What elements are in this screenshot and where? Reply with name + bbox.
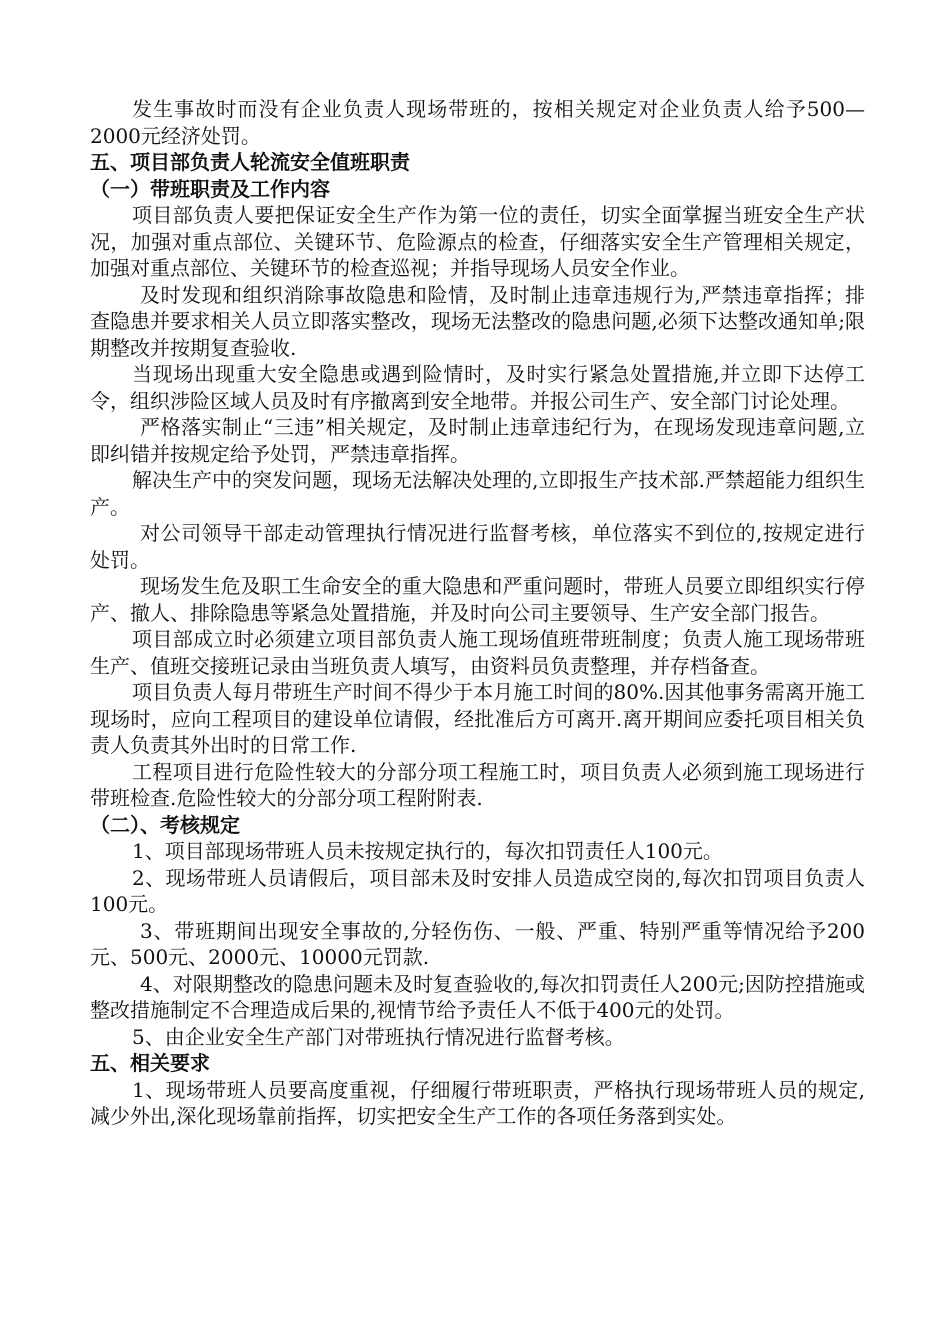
duty-paragraph-5: 解决生产中的突发问题，现场无法解决处理的,立即报生产技术部.严禁超能力组织生产。 xyxy=(90,468,865,519)
duty-paragraph-7: 现场发生危及职工生命安全的重大隐患和严重问题时，带班人员要立即组织实行停产、撤人、排除隐患等紧急处置措施，并及时向公司主要领导、生产安全部门报告。 xyxy=(90,574,865,625)
rule-item-4: 4、对限期整改的隐患问题未及时复查验收的,每次扣罚责任人200元;因防控措施或整改措施制定不合理造成后果的,视情节给予责任人不低于400元的处罚。 xyxy=(90,971,865,1022)
requirement-item-1: 1、现场带班人员要高度重视，仔细履行带班职责，严格执行现场带班人员的规定,减少外出,深化现场靠前指挥，切实把安全生产工作的各项任务落到实处。 xyxy=(90,1077,865,1128)
duty-paragraph-2: 及时发现和组织消除事故隐患和险情，及时制止违章违规行为,严禁违章指挥；排查隐患并要求相关人员立即落实整改，现场无法整改的隐患问题,必须下达整改通知单;限期整改并按期复查验收. xyxy=(90,282,865,360)
rule-item-3: 3、带班期间出现安全事故的,分轻伤伤、一般、严重、特别严重等情况给予200元、500元、2000元、10000元罚款. xyxy=(90,918,865,969)
section-heading-requirements: 五、相关要求 xyxy=(90,1051,210,1075)
duty-paragraph-3: 当现场出现重大安全隐患或遇到险情时，及时实行紧急处置措施,并立即下达停工令，组织涉险区域人员及时有序撤离到安全地带。并报公司生产、安全部门讨论处理。 xyxy=(90,362,865,413)
subsection-heading-assessment: （二）、考核规定 xyxy=(90,812,240,837)
duty-paragraph-4: 严格落实制止“三违”相关规定，及时制止违章违纪行为，在现场发现违章问题,立即纠错并按规定给予处罚，严禁违章指挥。 xyxy=(90,415,865,466)
rule-item-5: 5、由企业安全生产部门对带班执行情况进行监督考核。 xyxy=(132,1024,625,1049)
duty-paragraph-6: 对公司领导干部走动管理执行情况进行监督考核，单位落实不到位的,按规定进行处罚。 xyxy=(90,521,865,572)
duty-paragraph-9: 项目负责人每月带班生产时间不得少于本月施工时间的80%.因其他事务需离开施工现场时，应向工程项目的建设单位请假，经批准后方可离开.离开期间应委托项目相关负责人负责其外出时的日常工作. xyxy=(90,680,865,757)
intro-paragraph: 发生事故时而没有企业负责人现场带班的，按相关规定对企业负责人给予500—2000元经济处罚。 xyxy=(90,97,865,148)
subsection-heading-duties: （一）带班职责及工作内容 xyxy=(90,176,330,201)
duty-paragraph-1: 项目部负责人要把保证安全生产作为第一位的责任，切实全面掌握当班安全生产状况，加强对重点部位、关键环节、危险源点的检查，仔细落实安全生产管理相关规定，加强对重点部位、关键环节的检查巡视；并指导现场人员安全作业。 xyxy=(90,203,865,280)
section-heading-duties: 五、项目部负责人轮流安全值班职责 xyxy=(90,150,410,174)
rule-item-1: 1、项目部现场带班人员未按规定执行的，每次扣罚责任人100元。 xyxy=(132,839,723,863)
rule-item-2: 2、现场带班人员请假后，项目部未及时安排人员造成空岗的,每次扣罚项目负责人100元。 xyxy=(90,865,865,916)
duty-paragraph-8: 项目部成立时必须建立项目部负责人施工现场值班带班制度；负责人施工现场带班生产、值班交接班记录由当班负责人填写，由资料员负责整理，并存档备查。 xyxy=(90,627,865,678)
duty-paragraph-10: 工程项目进行危险性较大的分部分项工程施工时，项目负责人必须到施工现场进行带班检查.危险性较大的分部分项工程附附表. xyxy=(90,759,865,810)
document-page xyxy=(90,96,865,1130)
